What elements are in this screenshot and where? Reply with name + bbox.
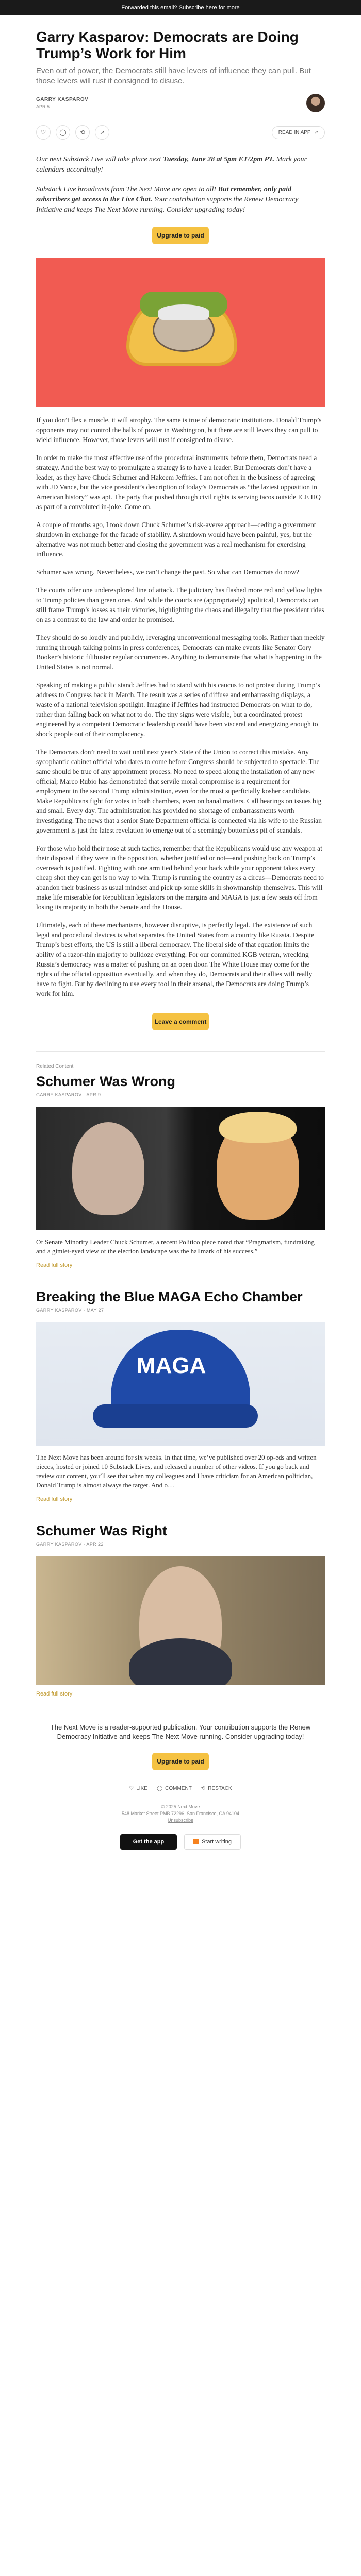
comment-button[interactable] <box>56 125 70 140</box>
author-row <box>36 94 325 112</box>
related-meta: GARRY KASPAROV · APR 22 <box>36 1541 104 1547</box>
read-full-story-link[interactable]: Read full story <box>36 1691 73 1697</box>
hero-image <box>36 258 325 407</box>
article-title[interactable]: Garry Kasparov: Democrats are Doing Trump’s Work for Him <box>36 29 299 61</box>
body-paragraph: The courts offer one underexplored line of attack. The judiciary has flashed more red and yellow lights to Trump policies than green ones. And while the courts are (appropriately) apolitical, Democrats can still frame Trump’s losses as their victories, highlighting the chaos and illegality that the president rides on as a contrast to the law and order he promised. <box>36 586 324 623</box>
email-content <box>36 29 325 1697</box>
divider <box>36 1051 325 1052</box>
read-full-story-link[interactable]: Read full story <box>36 1262 73 1268</box>
restack-icon: ⟲ <box>201 1786 206 1791</box>
author-name[interactable]: GARRY KASPAROV <box>36 97 89 103</box>
start-writing-button[interactable]: Start writing <box>184 1834 241 1850</box>
avatar[interactable] <box>306 94 325 112</box>
external-link-icon: ↗ <box>314 129 318 135</box>
restack-button[interactable] <box>75 125 90 140</box>
related-image[interactable] <box>36 1322 325 1446</box>
like-button[interactable] <box>36 125 51 140</box>
read-full-story-link[interactable]: Read full story <box>36 1496 73 1502</box>
subscribe-link[interactable]: Subscribe here <box>178 5 217 11</box>
live-subscriber-note: Substack Live broadcasts from The Next Move are open to all! But remember, only paid subscribers get access to the Live Chat. Your contribution supports the Renew Democracy Initiative and keeps The Next Move running. Consider upgrading today! <box>36 185 299 214</box>
related-image[interactable] <box>36 1556 325 1685</box>
heart-icon: ♡ <box>40 129 46 136</box>
body-paragraph: Speaking of making a public stand: Jeffries had to stand with his caucus to not protest during Trump’s address to Congress back in March. The result was a series of diffuse and embarrassing displays, a waste of a national television spotlight. Imagine if Jeffries had instructed Democrats on what to do, rather than falling back on what not to do. The tiny signs were visible, but a coordinated protest engineered by a competent Democratic leadership could have been visceral and energizing enough to shock people out of their complacency. <box>36 681 320 738</box>
forward-banner: Forwarded this email? Subscribe here for more <box>0 0 361 15</box>
leave-comment-button[interactable]: Leave a comment <box>152 1013 209 1030</box>
inline-link[interactable]: I took down Chuck Schumer’s risk-averse approach <box>106 521 251 529</box>
related-excerpt: The Next Move has been around for six weeks. In that time, we’ve published over 20 op-eds and written pieces, hosted or joined 10 Substack Lives, and released a number of other videos. If you go back and review our content, you’ll see that when my colleagues and I have criticism for an American politician, Donald Trump is almost always the target. And o… <box>36 1453 317 1489</box>
related-title[interactable]: Breaking the Blue MAGA Echo Chamber <box>36 1289 303 1304</box>
footer-like-button[interactable]: ♡ LIKE <box>129 1786 147 1791</box>
heart-icon: ♡ <box>129 1786 134 1791</box>
body-paragraph: If you don’t flex a muscle, it will atrophy. The same is true of democratic institutions. Donald Trump’s opponents may not control the halls of power in Washington, but there are still levers they can pull to wield influence. However, those levers will rust if consigned to disuse. <box>36 416 322 444</box>
body-paragraph: In order to make the most effective use of the procedural instruments before them, Democrats need a strategy. And the best way to promulgate a strategy is to have a leader. But Democrats don’t have a leader, as they have Chuck Schumer and Hakeem Jeffries. I am not often in the business of agreeing with JD Vance, but the vice president’s description of today’s Democrats as “the laziest opposition in American history” was apt. The party that pushed through civil rights is serving tacos outside ICE HQ as part of a convoluted in-joke. Come on. <box>36 454 321 511</box>
footer-actions <box>0 1786 361 1791</box>
restack-icon: ⟲ <box>79 129 86 136</box>
unsubscribe-link[interactable]: Unsubscribe <box>167 1818 194 1823</box>
related-excerpt: Of Senate Minority Leader Chuck Schumer, a recent Politico piece noted that “Pragmatism, fundraising and a gimlet-eyed view of the election landscape was the hallmark of his success.” <box>36 1238 315 1255</box>
footer-comment-button[interactable]: ◯ COMMENT <box>156 1786 192 1791</box>
article-subtitle: Even out of power, the Democrats still have levers of influence they can pull. But those levers will rust if consigned to disuse. <box>36 66 311 86</box>
body-paragraph: Ultimately, each of these mechanisms, however disruptive, is perfectly legal. The existence of such legal and procedural devices is what separates the United States from a country like Russia. Despite Trump’s best efforts, the US is still a liberal democracy. The liberal side of that equation limits the ability of a razor-thin majority to bulldoze everything. For our committed KGB veteran, wrecking Russia’s democracy was a matter of pushing on an open door. The White House may come for the rights of the official opposition eventually, and when they do, Democrats and their allies will really have to fight. But by declining to use every tool in their arsenal, the Democrats are doing Trump’s work for him. <box>36 921 315 997</box>
action-bar <box>36 120 325 145</box>
body-paragraph: The Democrats don’t need to wait until next year’s State of the Union to correct this mistake. Any sycophantic cabinet official who dares to come before Congress should be subjected to spectacle. The same should be true of any appointment process. No need to speed along the installation of any new official; Marco Rubio has demonstrated that servile moral compromise is a requirement for employment in the second Trump administration, even for the most superficially kosher candidate. Make Republicans fight for votes in both chambers, even on banal matters. Call hearings on issues big and small. Every day. The administration has provided no shortage of embarrassments worth investigating. The news that a senior State Department official is connected via his wife to the Russian government is just the latest revelation to emerge out of a seemingly bottomless pit of scandals. <box>36 748 322 834</box>
upgrade-to-paid-button[interactable]: Upgrade to paid <box>152 227 209 244</box>
substack-logo-icon <box>193 1839 199 1844</box>
footer-restack-button[interactable]: ⟲ RESTACK <box>201 1786 232 1791</box>
related-item <box>36 1074 325 1268</box>
share-icon: ↗ <box>99 129 105 136</box>
read-in-app-button[interactable]: READ IN APP ↗ <box>272 126 325 139</box>
cap-text: MAGA <box>137 1353 206 1378</box>
publish-date: APR 5 <box>36 104 50 109</box>
bottom-actions <box>0 1834 361 1850</box>
footer-promo: The Next Move is a reader-supported publication. Your contribution supports the Renew Democracy Initiative and keeps The Next Move running. Consider upgrading today! Upgrade to paid <box>36 1723 325 1770</box>
related-item <box>36 1523 325 1697</box>
related-meta: GARRY KASPAROV · MAY 27 <box>36 1308 104 1313</box>
related-item <box>36 1289 325 1502</box>
share-button[interactable] <box>95 125 109 140</box>
comment-icon: ◯ <box>59 129 67 136</box>
body-paragraph: Schumer was wrong. Nevertheless, we can’t change the past. So what can Democrats do now? <box>36 568 299 576</box>
body-paragraph: For those who hold their nose at such tactics, remember that the Republicans would use any weapon at their disposal if they were in the opposition, whether justified or not—and pushing back on Trump’s overreach is justified. Fighting with one arm tied behind your back while your opponent takes every cheap shot they can get is no way to win. Trump is running the country as a circus—Democrats need to abandon their business as usual mindset and pick up some skills in showmanship themselves. This will make life miserable for Republican legislators on the margins and MAGA is just a few seats off from losing its majority in both the Senate and the House. <box>36 844 324 911</box>
live-announcement: Our next Substack Live will take place next Tuesday, June 28 at 5pm ET/2pm PT. Mark your calendars accordingly! <box>36 156 307 174</box>
legal-footer: © 2025 Next Move 548 Market Street PMB 72296, San Francisco, CA 94104 Unsubscribe <box>121 1804 240 1823</box>
body-paragraph: They should do so loudly and publicly, leveraging unconventional messaging tools. Rather than meekly running through talking points in press conferences, Democrats can make events like Senator Cory Booker’s historic filibuster regular occurrences. Anything to demonstrate that what is happening in the United States is not normal. <box>36 634 325 671</box>
related-meta: GARRY KASPAROV · APR 9 <box>36 1092 101 1097</box>
related-label: Related Content <box>36 1064 74 1070</box>
body-paragraph: A couple of months ago, I took down Chuck Schumer’s risk-averse approach—ceding a government shutdown in exchange for the facade of stability. A shutdown would have been painful, yes, but the alternative was not much better and closing the government was a real mechanism for exercising influence. <box>36 521 316 558</box>
get-app-button[interactable]: Get the app <box>120 1834 177 1850</box>
related-image[interactable] <box>36 1107 325 1230</box>
related-title[interactable]: Schumer Was Right <box>36 1523 168 1538</box>
footer-upgrade-button[interactable]: Upgrade to paid <box>152 1753 209 1770</box>
taco-illustration <box>126 294 237 366</box>
article-body <box>36 415 325 998</box>
related-title[interactable]: Schumer Was Wrong <box>36 1074 176 1089</box>
comment-icon: ◯ <box>156 1786 163 1791</box>
